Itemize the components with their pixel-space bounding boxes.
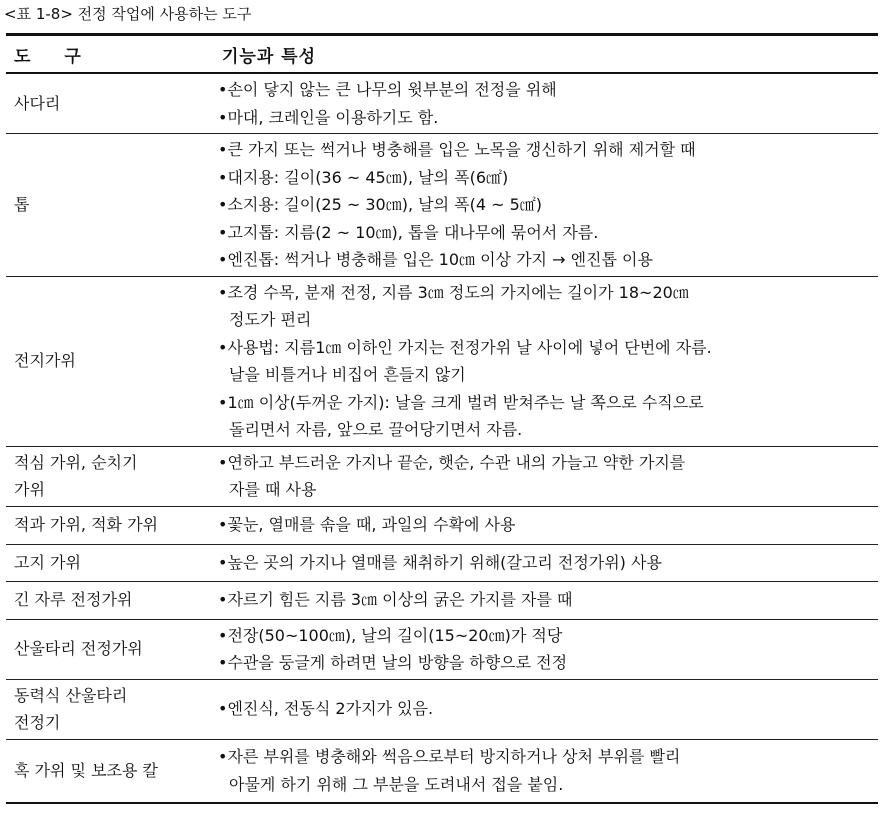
tool-description-cell — [214, 73, 878, 134]
description-bullet: •마대, 크레인을 이용하기도 함. — [218, 107, 439, 127]
description-bullet: •꽃눈, 열매를 솎을 때, 과일의 수확에 사용 — [218, 515, 516, 535]
tool-name-cell — [6, 739, 214, 803]
description-bullet: •고지톱: 지름(2 ~ 10㎝), 톱을 대나무에 묶어서 자름. — [218, 222, 599, 242]
table-row — [6, 739, 878, 803]
table-row — [6, 276, 878, 446]
tool-name: 사다리 — [14, 93, 61, 113]
table-row — [6, 581, 878, 619]
tool-description-cell — [214, 581, 878, 619]
tool-description-cell — [214, 446, 878, 506]
description-bullet: •1㎝ 이상(두꺼운 가지): 날을 크게 벌려 받쳐주는 날 쪽으로 수직으로 — [218, 392, 704, 412]
tool-name-cell — [6, 276, 214, 446]
description-bullet: •높은 곳의 가지나 열매를 채취하기 위해(갈고리 전정가위) 사용 — [218, 552, 662, 572]
tool-description-cell — [214, 134, 878, 277]
tool-description-cell — [214, 544, 878, 581]
description-continuation: 돌리면서 자름, 앞으로 끌어당기면서 자름. — [229, 420, 523, 439]
table-row — [6, 506, 878, 544]
description-bullet: •조경 수목, 분재 전정, 지름 3㎝ 정도의 가지에는 길이가 18~20㎝ — [218, 282, 689, 302]
table-caption: <표 1-8> 전정 작업에 사용하는 도구 — [4, 5, 252, 23]
description-bullet: •손이 닿지 않는 큰 나무의 윗부분의 전정을 위해 — [218, 80, 557, 99]
description-continuation: 자를 때 사용 — [229, 480, 317, 499]
description-bullet: •소지용: 길이(25 ~ 30㎝), 날의 폭(4 ~ 5㎠) — [218, 195, 543, 214]
description-bullet: •자르기 힘든 지름 3㎝ 이상의 굵은 가지를 자를 때 — [218, 590, 573, 610]
tool-name-cell — [6, 679, 214, 739]
tool-description-cell — [214, 679, 878, 739]
description-bullet: •수관을 둥글게 하려면 날의 방향을 하향으로 전정 — [218, 653, 568, 672]
description-bullet: •엔진톱: 썩거나 병충해를 입은 10㎝ 이상 가지 → 엔진톱 이용 — [218, 250, 653, 269]
tool-name-cell — [6, 544, 214, 581]
description-bullet: •대지용: 길이(36 ~ 45㎝), 날의 폭(6㎠) — [218, 167, 509, 187]
tool-name-cell — [6, 581, 214, 619]
tool-description-cell — [214, 506, 878, 544]
table-row — [6, 446, 878, 506]
tool-name: 가위 — [14, 480, 45, 499]
table-header-row — [6, 35, 878, 74]
tool-name: 톱 — [14, 195, 30, 214]
table-row — [6, 619, 878, 679]
tool-name: 전지가위 — [14, 351, 76, 371]
description-continuation: 정도가 편리 — [229, 310, 312, 329]
description-bullet: •연하고 부드러운 가지나 끝순, 햇순, 수관 내의 가늘고 약한 가지를 — [218, 452, 686, 472]
header-tool: 도 구 — [6, 35, 214, 74]
tool-name-cell — [6, 506, 214, 544]
tool-name: 전정기 — [14, 713, 61, 732]
tool-name-cell — [6, 446, 214, 506]
tool-name-cell — [6, 134, 214, 277]
tool-description-cell — [214, 276, 878, 446]
tool-description-cell — [214, 739, 878, 803]
description-bullet: •사용법: 지름1㎝ 이하인 가지는 전정가위 날 사이에 넣어 단번에 자름. — [218, 337, 712, 357]
header-features: 기능과 특성 — [214, 35, 878, 74]
description-bullet: •전장(50~100㎝), 날의 길이(15~20㎝)가 적당 — [218, 625, 563, 645]
description-bullet: •큰 가지 또는 썩거나 병충해를 입은 노목을 갱신하기 위해 제거할 때 — [218, 140, 696, 159]
table-row — [6, 73, 878, 134]
tool-name: 고지 가위 — [14, 552, 81, 572]
description-bullet: •자른 부위를 병충해와 썩음으로부터 방지하거나 상처 부위를 빨리 — [218, 747, 681, 767]
table-row — [6, 544, 878, 581]
tool-name: 적과 가위, 적화 가위 — [14, 515, 158, 535]
tool-name: 산울타리 전정가위 — [14, 639, 143, 659]
tool-description-cell — [214, 619, 878, 679]
table-row — [6, 134, 878, 277]
tool-name: 혹 가위 및 보조용 칼 — [14, 761, 158, 780]
table-row — [6, 679, 878, 739]
tool-name: 긴 자루 전정가위 — [14, 590, 133, 610]
tool-name: 동력식 산울타리 — [14, 685, 128, 705]
tool-name: 적심 가위, 순치기 — [14, 452, 138, 472]
tool-name-cell — [6, 73, 214, 134]
description-continuation: 아물게 하기 위해 그 부분을 도려내서 접을 붙임. — [229, 774, 564, 794]
description-continuation: 날을 비틀거나 비집어 흔들지 않기 — [229, 365, 466, 384]
description-bullet: •엔진식, 전동식 2가지가 있음. — [218, 699, 434, 719]
pruning-tools-table — [6, 33, 878, 804]
tool-name-cell — [6, 619, 214, 679]
